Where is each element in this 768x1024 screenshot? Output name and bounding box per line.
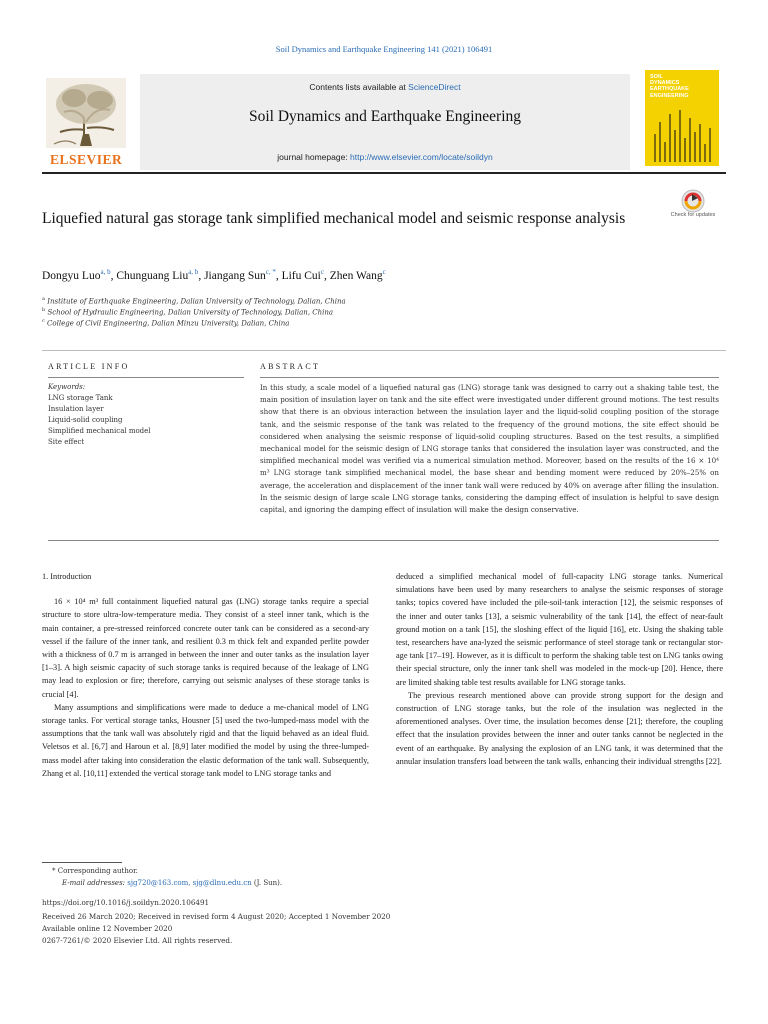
- available-online: Available online 12 November 2020: [42, 924, 173, 933]
- contents-line: [140, 82, 630, 92]
- body-column-left: [42, 570, 369, 780]
- journal-title: Soil Dynamics and Earthquake Engineering: [248, 108, 522, 125]
- keyword: Site effect: [48, 438, 85, 446]
- journal-homepage: [140, 152, 630, 162]
- affiliation-text: Institute of Earthquake Engineering, Dalian University of Technology, Dalian, China: [47, 297, 346, 306]
- abstract-rule: [260, 377, 719, 378]
- cover-line: SOIL: [650, 74, 663, 80]
- abstract-text: In this study, a scale model of a liquefied natural gas (LNG) storage tank was designed to carry out a shaking table test, the main position of insulation layer on tank and the site effect were investigated under different ground motions. The test results show that there is an obvious interaction between the insulation layer and the liquid-solid coupling position of the storage tank, and the seismic response of the tank was related to the frequency of the ground motions, the site effect should be considered when analysing the seismic response of liquid-solid coupling structures. Based on the test results, a simplified mechanical model for the seismic design of LNG storage tanks that considered the insulation layer was constructed, and the simplified mechanical model was verified via a numerical simulation method. Moreover, based on the results of the 16 × 10⁴ m³ LNG storage tank simplified mechanical model, the base shear and bending moment were reduced by 20%–25% on average, the acceleration and displacement of the inner tank wall were reduced by 40% on average after filling the insulation. In the seismic design of large scale LNG storage tanks, considering the damping effect of insulation is helpful to save design capital, and ignoring the damping effect of insulation will make the design conservative.: [260, 383, 719, 515]
- author-sup[interactable]: c: [382, 268, 386, 276]
- article-title: Liquefied natural gas storage tank simplified mechanical model and seismic response analysis: [42, 210, 626, 227]
- body-paragraph: The previous research mentioned above can provide strong support for the design and construction of LNG storage tanks, but the role of the insulation was neglected in the aforementioned analyses. Over time, the insulation becomes dense [21]; therefore, the coupling effect that the insulation provides between the inner and outer tanks cannot be neglected in the event of an earthquake. By analysing the explosion of an LNG tank, it was determined that the annular insulation transfers load between the tank walls, enhancing their individual strengths [22].: [396, 690, 723, 766]
- affiliation-text: School of Hydraulic Engineering, Dalian University of Technology, Dalian, China: [47, 308, 334, 317]
- section-divider: [42, 350, 726, 351]
- check-for-updates-label[interactable]: Check for updates: [670, 212, 716, 218]
- abstract-bottom-rule: [48, 540, 719, 541]
- masthead-rule: [42, 172, 726, 174]
- homepage-link[interactable]: http://www.elsevier.com/locate/soildyn: [350, 152, 493, 162]
- affiliation-sup: a: [42, 296, 45, 302]
- homepage-prefix: journal homepage:: [277, 152, 351, 162]
- cover-line: EARTHQUAKE: [650, 86, 689, 93]
- email-suffix: (J. Sun).: [251, 879, 283, 887]
- author-name[interactable]: Zhen Wang: [329, 269, 383, 282]
- doi-link[interactable]: https://doi.org/10.1016/j.soildyn.2020.106491: [42, 898, 210, 907]
- received-dates: Received 26 March 2020; Received in revised form 4 August 2020; Accepted 1 November 2020: [42, 912, 391, 921]
- author-list: Dongyu Luo$^{a, b}$, Chunguang Liu$^{a, b}$, Jiangang Sun$^{c, *}$, Lifu Cui$^c$, Zhen Wang$^c$: [42, 268, 386, 282]
- cover-line: DYNAMICS: [650, 80, 680, 87]
- cover-line: ENGINEERING: [650, 92, 689, 99]
- section-heading: 1. Introduction: [42, 572, 92, 581]
- info-rule: [48, 377, 244, 378]
- author-name[interactable]: Lifu Cui: [281, 269, 321, 282]
- affiliation: [42, 318, 682, 327]
- affiliation-sup: b: [42, 307, 46, 313]
- author-sup[interactable]: c: [320, 268, 324, 276]
- keyword: LNG storage Tank: [48, 394, 113, 402]
- contents-prefix: Contents lists available at: [309, 82, 409, 92]
- keyword: Insulation layer: [48, 405, 104, 413]
- keyword: Simplified mechanical model: [48, 427, 151, 435]
- article-info-heading: ARTICLE INFO: [48, 362, 130, 371]
- author-name[interactable]: Chunguang Liu: [116, 269, 189, 282]
- keywords-label: Keywords:: [48, 383, 86, 391]
- keyword: Liquid-solid coupling: [48, 416, 123, 424]
- corresponding-author-note: * Corresponding author.: [52, 867, 138, 875]
- email-links[interactable]: sjg720@163.com, sjg@dlnu.edu.cn: [127, 879, 252, 887]
- publisher-wordmark: ELSEVIER: [50, 152, 123, 167]
- body-paragraph: deduced a simplified mechanical model of full-capacity LNG storage tanks. Numerical simulations have been used by many researchers to analyse the seismic responses of storage tanks; topics covered have included the pile-soil-tank interaction [12], the seismic responses of the inner and outer tanks [13], a seismic vulnerability of the tank [14], the effect of near-fault ground motion on a tank [15], the sloshing effect of the liquid [16], etc. Using the shaking table test, researchers have ana-lyzed the seismic performance of steel storage tank or rectangular stor-age tank [17–19]. However, as it is difficult to perform the shaking table test on LNG tanks owing their special structure, only the inner tank shell was modeled in the mock-up [20]. Hence, there are limited shaking table test results available for LNG storage tanks.: [396, 572, 723, 687]
- abstract-heading: ABSTRACT: [260, 362, 321, 371]
- body-paragraph: 16 × 10⁴ m³ full containment liquefied natural gas (LNG) storage tanks require a special structure to store ultra-low-temperature media. They consist of a steel inner tank, which is the main container, a pre-stressed reinforced concrete outer tank can be considered as a second-ary vessel if the failure of the inner tank, and resilient 0.3 m thick felt and expanded perlite powder with a thickness of 0.7 m is arranged in between the inner and outer tanks as the insulation layer [1–3]. A high seismic capacity of such storage tanks is required because of the leakage of LNG may lead to explosion or fire; therefore, carrying out seismic analyses of these storage tanks is crucial [4].: [42, 597, 369, 699]
- author-sup[interactable]: a, b: [188, 268, 199, 276]
- footnote-rule: [42, 862, 122, 863]
- journal-cover: [645, 70, 719, 166]
- affiliation-sup: c: [42, 318, 45, 324]
- email-label: E-mail addresses:: [62, 879, 128, 887]
- affiliation: [42, 296, 682, 305]
- email-note: [62, 879, 282, 887]
- affiliation: [42, 307, 682, 316]
- author-name[interactable]: Dongyu Luo: [42, 269, 101, 282]
- author-name[interactable]: Jiangang Sun: [204, 269, 266, 282]
- journal-reference[interactable]: Soil Dynamics and Earthquake Engineering 141 (2021) 106491: [275, 44, 493, 54]
- body-paragraph: Many assumptions and simplifications were made to deduce a me-chanical model of LNG storage tanks. For vertical storage tanks, Housner [5] used the two-lumped-mass model with the assumptions that the tank wall was absolutely rigid and that the liquid behaved as an ideal fluid. Veletsos et al. [6,7] and Haroun et al. [8,9] later modified the model by using the three-lumped-mass model after taking into consideration the elastic deformation of the tank wall. Subsequently, Zhang et al. [10,11] extended the vertical storage tank model to LNG storage tanks and: [42, 702, 369, 778]
- author-sup[interactable]: a, b: [100, 268, 111, 276]
- author-sup[interactable]: c, *: [265, 268, 276, 276]
- cover-title: [650, 74, 689, 99]
- copyright: 0267-7261/© 2020 Elsevier Ltd. All rights reserved.: [42, 936, 233, 945]
- check-for-updates-icon[interactable]: [676, 188, 710, 232]
- cover-pattern-icon: [651, 104, 713, 162]
- body-column-right: [396, 570, 723, 768]
- sciencedirect-link[interactable]: ScienceDirect: [408, 82, 461, 92]
- affiliation-text: College of Civil Engineering, Dalian Minzu University, Dalian, China: [47, 319, 290, 328]
